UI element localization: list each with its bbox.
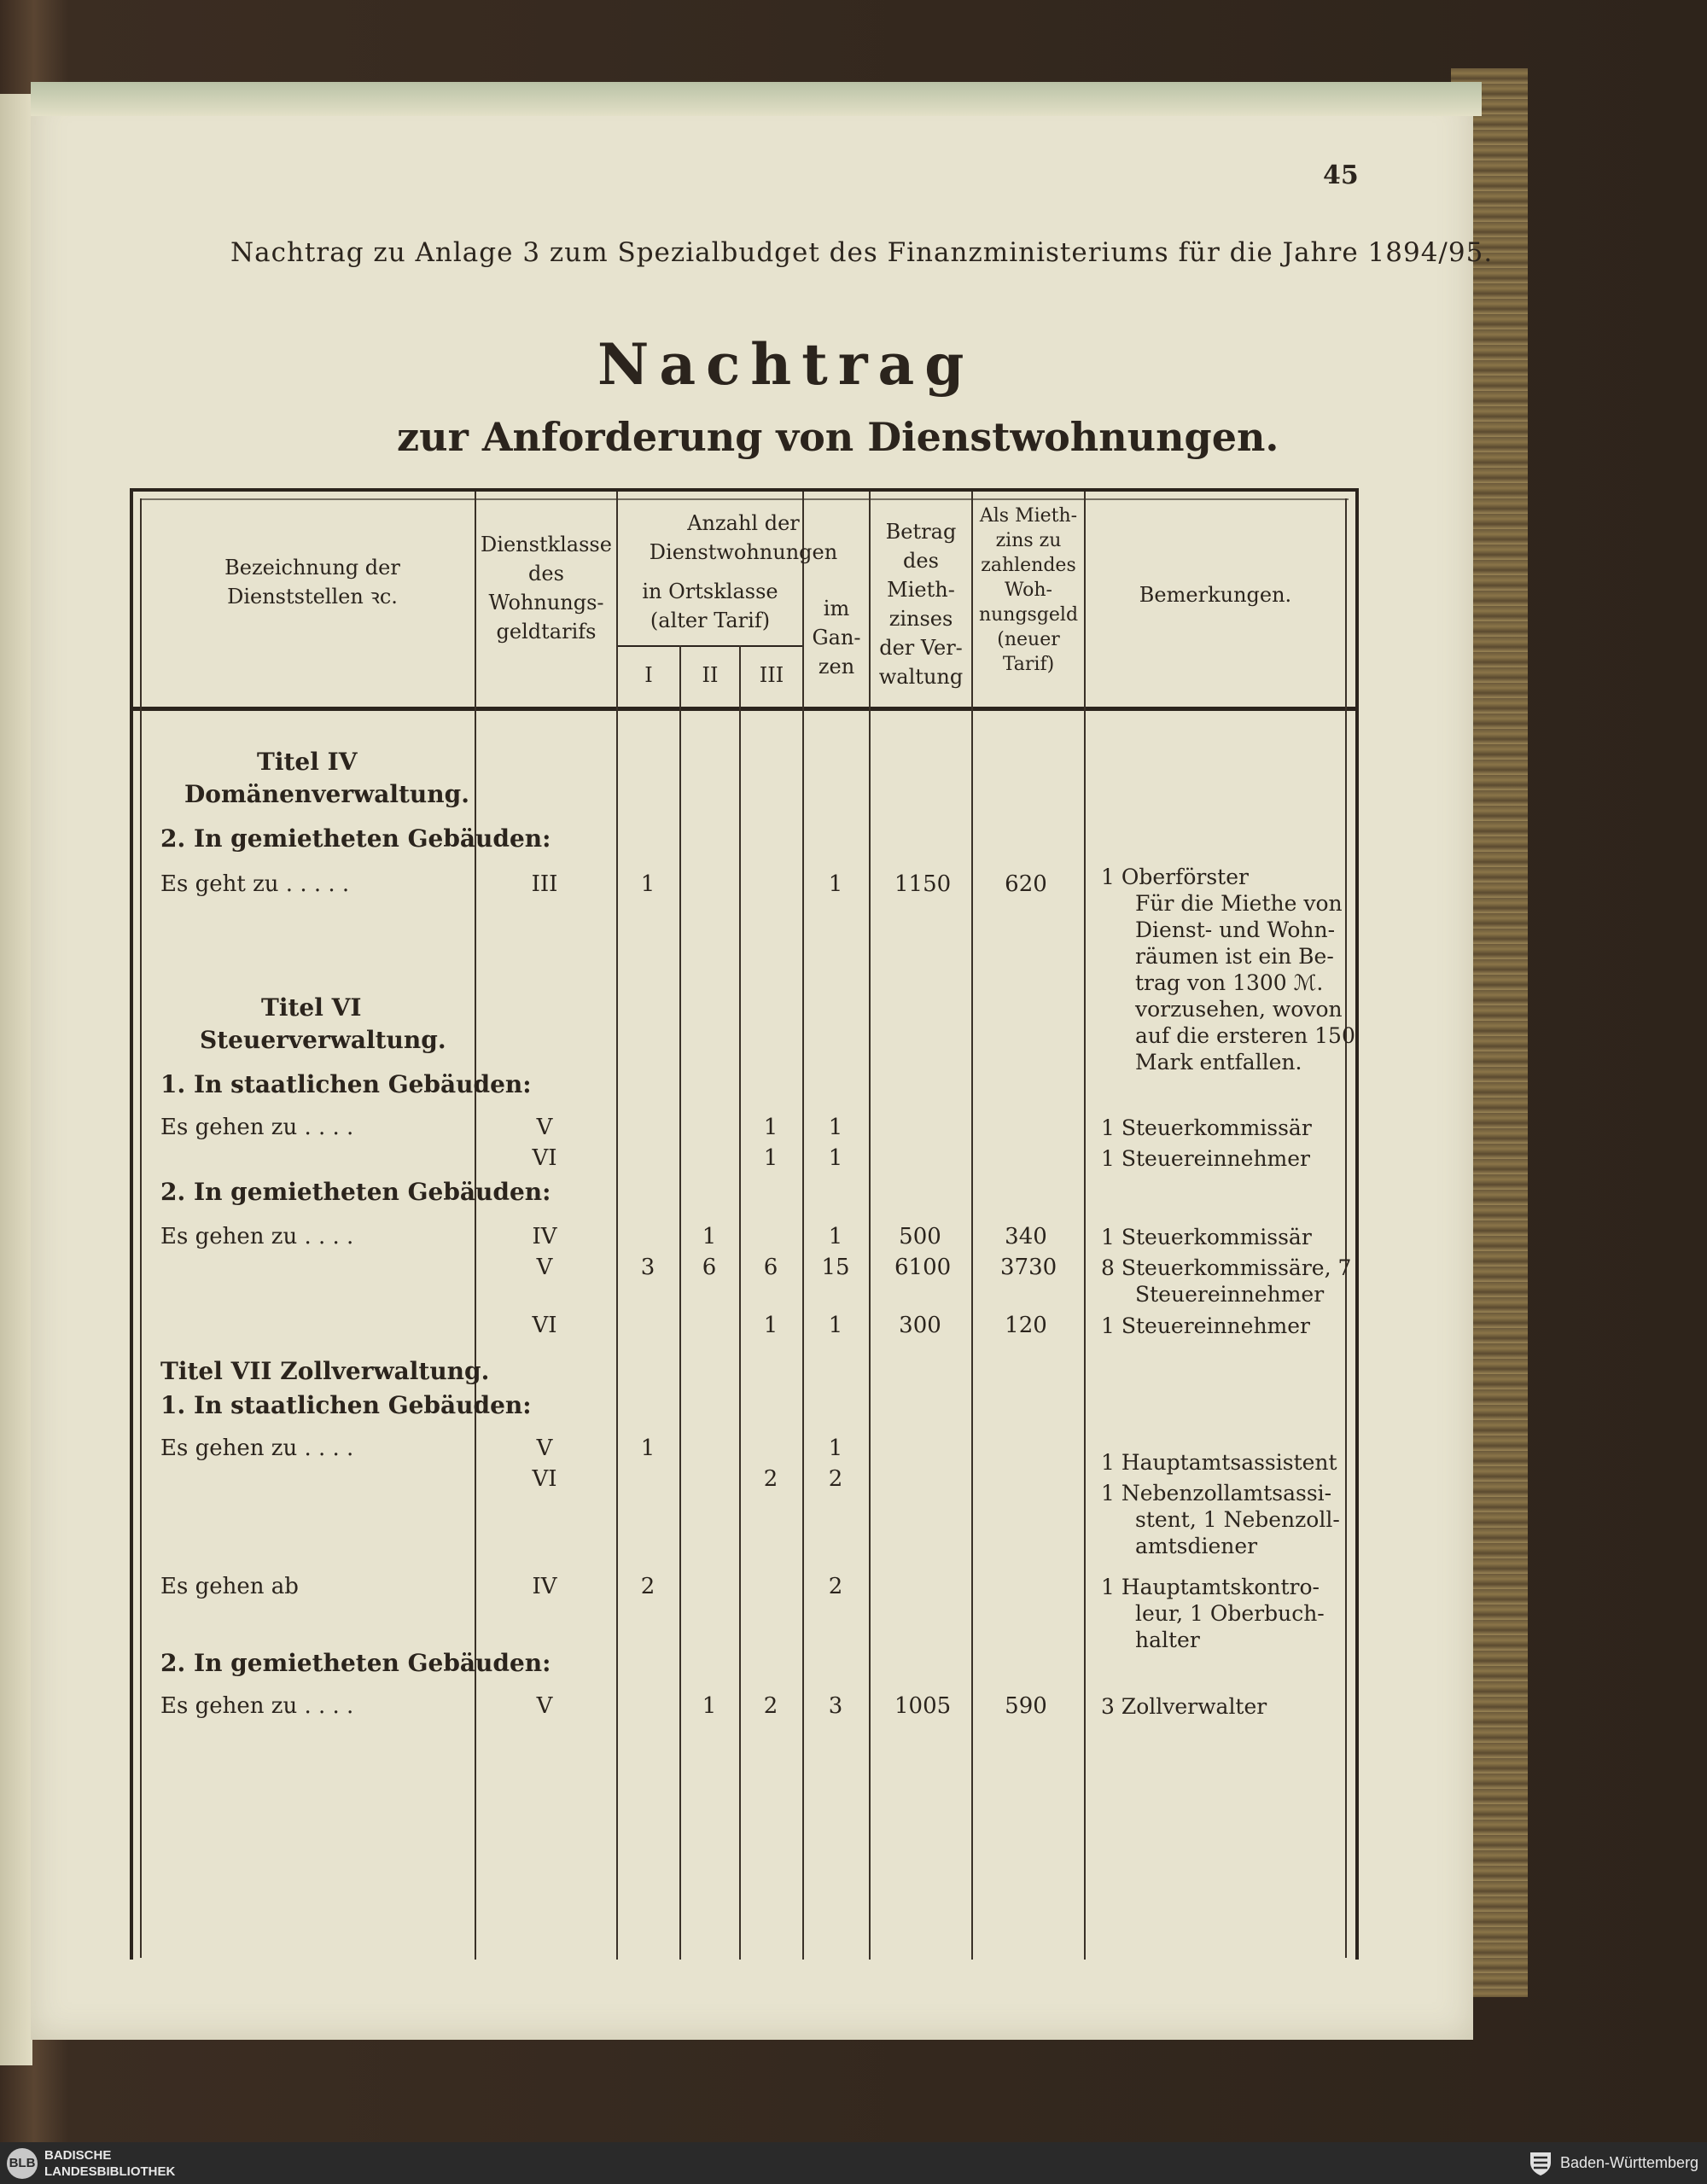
header-line: Nachtrag zu Anlage 3 zum Spezialbudget des Finanzministeriums für die Jahre 1894/95. — [230, 237, 1494, 268]
col-line-3 — [679, 645, 681, 1960]
cell-betrag: 300 — [899, 1313, 941, 1338]
remark-r3: 1 Steuereinnehmer — [1101, 1146, 1311, 1171]
header-bemerkungen: Bemerkungen. — [1139, 583, 1292, 607]
cell-ok1: 1 — [640, 871, 655, 897]
cell-ok1: 3 — [640, 1255, 655, 1280]
cell-ok3: 6 — [763, 1255, 778, 1280]
header-bottom-rule — [133, 707, 1355, 711]
cell-als: 590 — [1005, 1693, 1047, 1719]
viewer-footer — [0, 2142, 1707, 2184]
subsection-staatlich: 1. In staatlichen Gebäuden: — [160, 1070, 532, 1098]
col-line-7 — [971, 492, 973, 1960]
page-title: Nachtrag — [597, 331, 975, 398]
header-ok1: I — [644, 663, 653, 687]
cell-ok3: 2 — [763, 1693, 778, 1719]
row-label: Es gehen zu . . . . — [160, 1693, 354, 1719]
page-number: 45 — [1323, 160, 1359, 190]
cell-betrag: 500 — [899, 1224, 941, 1249]
header-bezeichnung: Bezeichnung der Dienststellen ꝛc. — [224, 556, 400, 609]
header-dienstklasse: Dienstklasse des Wohnungs-geldtarifs — [481, 533, 612, 644]
cell-ok2: 6 — [702, 1255, 717, 1280]
cell-betrag: 1150 — [894, 871, 952, 897]
header-betrag: Betrag des Mieth-zinses der Ver-waltung — [878, 520, 964, 689]
cell-klasse: V — [536, 1693, 553, 1719]
cell-ganzen: 1 — [828, 1436, 843, 1461]
row-label: Es gehen zu . . . . — [160, 1115, 354, 1140]
remark-r5: 8 Steuerkommissäre, 7 Steuereinnehmer — [1101, 1255, 1352, 1307]
remark-r9: 1 Hauptamtskontro- leur, 1 Oberbuch- halter — [1101, 1575, 1325, 1652]
dienstwohnungen-table — [130, 488, 1359, 1960]
ortsklasse-rule — [616, 645, 802, 647]
remark-r10: 3 Zollverwalter — [1101, 1694, 1267, 1719]
subsection-gemiethet: 2. In gemietheten Gebäuden: — [160, 1178, 551, 1206]
cell-betrag: 1005 — [894, 1693, 952, 1719]
header-anzahl: Anzahl der Dienstwohnungen — [649, 511, 838, 564]
col-line-1 — [475, 492, 476, 1960]
remark-r6: 1 Steuereinnehmer — [1101, 1313, 1311, 1338]
remark-r8: 1 Nebenzollamtsassi- stent, 1 Nebenzoll- amtsdiener — [1101, 1481, 1340, 1558]
cell-klasse: VI — [532, 1466, 557, 1492]
cell-klasse: III — [531, 871, 558, 897]
inner-top-rule — [140, 498, 1349, 500]
row-label: Es gehen zu . . . . — [160, 1224, 354, 1249]
library-name[interactable]: BADISCHE LANDESBIBLIOTHEK — [44, 2148, 176, 2179]
col-line-2 — [616, 492, 618, 1960]
blb-logo[interactable]: BLB — [7, 2148, 38, 2179]
row-label: Es gehen zu . . . . — [160, 1436, 354, 1461]
subsection-gemiethet: 2. In gemietheten Gebäuden: — [160, 824, 551, 853]
header-ortsklasse: in Ortsklasse (alter Tarif) — [642, 579, 778, 632]
cell-klasse: V — [536, 1255, 553, 1280]
row-label: Es gehen ab — [160, 1574, 299, 1599]
subsection-gemiethet: 2. In gemietheten Gebäuden: — [160, 1649, 551, 1677]
header-im-ganzen: im Gan-zen — [812, 597, 861, 678]
cell-klasse: VI — [532, 1313, 557, 1338]
cell-klasse: IV — [532, 1224, 557, 1249]
col-line-6 — [869, 492, 871, 1960]
left-page-edge — [0, 94, 32, 2065]
cell-ganzen: 1 — [828, 1313, 843, 1338]
cell-ok3: 1 — [763, 1313, 778, 1338]
cell-ok2: 1 — [702, 1693, 717, 1719]
coat-of-arms-icon — [1528, 2149, 1553, 2176]
state-name[interactable]: Baden-Württemberg — [1560, 2154, 1699, 2171]
remark-r1: 1 Oberförster Für die Miethe von Dienst- und Wohn- räumen ist ein Be- trag von 1300 ℳ. vorzusehen, wovon auf die ersteren 150 Mark entfallen. — [1101, 865, 1355, 1075]
remark-r2: 1 Steuerkommissär — [1101, 1115, 1312, 1140]
cell-ganzen: 1 — [828, 1145, 843, 1171]
cell-ok2: 1 — [702, 1224, 717, 1249]
section-domaenenverwaltung: Domänenverwaltung. — [184, 780, 469, 808]
cell-ganzen: 1 — [828, 871, 843, 897]
section-titel-iv: Titel IV — [257, 748, 358, 776]
remark-r7: 1 Hauptamtsassistent — [1101, 1450, 1337, 1475]
col-line-5 — [802, 492, 804, 1960]
header-als-miethzins: Als Mieth-zins zu zahlendes Woh-nungsgeld (neuer Tarif) — [978, 505, 1079, 675]
section-titel-vi: Titel VI — [261, 993, 362, 1022]
cell-klasse: VI — [532, 1145, 557, 1171]
col-line-0 — [140, 498, 142, 1958]
remark-r4: 1 Steuerkommissär — [1101, 1225, 1312, 1249]
cell-ganzen: 2 — [828, 1466, 843, 1492]
header-ok2: II — [702, 663, 719, 687]
cell-ok1: 1 — [640, 1436, 655, 1461]
section-steuerverwaltung: Steuerverwaltung. — [200, 1026, 446, 1054]
cell-ganzen: 2 — [828, 1574, 843, 1599]
cell-klasse: V — [536, 1115, 553, 1140]
cell-klasse: IV — [532, 1574, 557, 1599]
cell-ok3: 1 — [763, 1115, 778, 1140]
page-top-edge — [31, 82, 1482, 116]
cell-betrag: 6100 — [894, 1255, 952, 1280]
cell-ok1: 2 — [640, 1574, 655, 1599]
col-line-8 — [1084, 492, 1086, 1960]
col-line-9 — [1345, 498, 1347, 1958]
cell-klasse: V — [536, 1436, 553, 1461]
cell-als: 3730 — [1000, 1255, 1057, 1280]
cell-ganzen: 1 — [828, 1115, 843, 1140]
subsection-staatlich: 1. In staatlichen Gebäuden: — [160, 1391, 532, 1419]
cell-ok3: 1 — [763, 1145, 778, 1171]
cell-als: 340 — [1005, 1224, 1047, 1249]
cell-ok3: 2 — [763, 1466, 778, 1492]
col-line-4 — [739, 645, 741, 1960]
page-subtitle: zur Anforderung von Dienstwohnungen. — [397, 414, 1279, 460]
row-label: Es geht zu . . . . . — [160, 871, 350, 897]
cell-als: 120 — [1005, 1313, 1047, 1338]
cell-ganzen: 1 — [828, 1224, 843, 1249]
cell-ganzen: 15 — [821, 1255, 850, 1280]
section-titel-vii: Titel VII Zollverwaltung. — [160, 1357, 490, 1385]
cell-ganzen: 3 — [828, 1693, 843, 1719]
header-ok3: III — [759, 663, 784, 687]
cell-als: 620 — [1005, 871, 1047, 897]
